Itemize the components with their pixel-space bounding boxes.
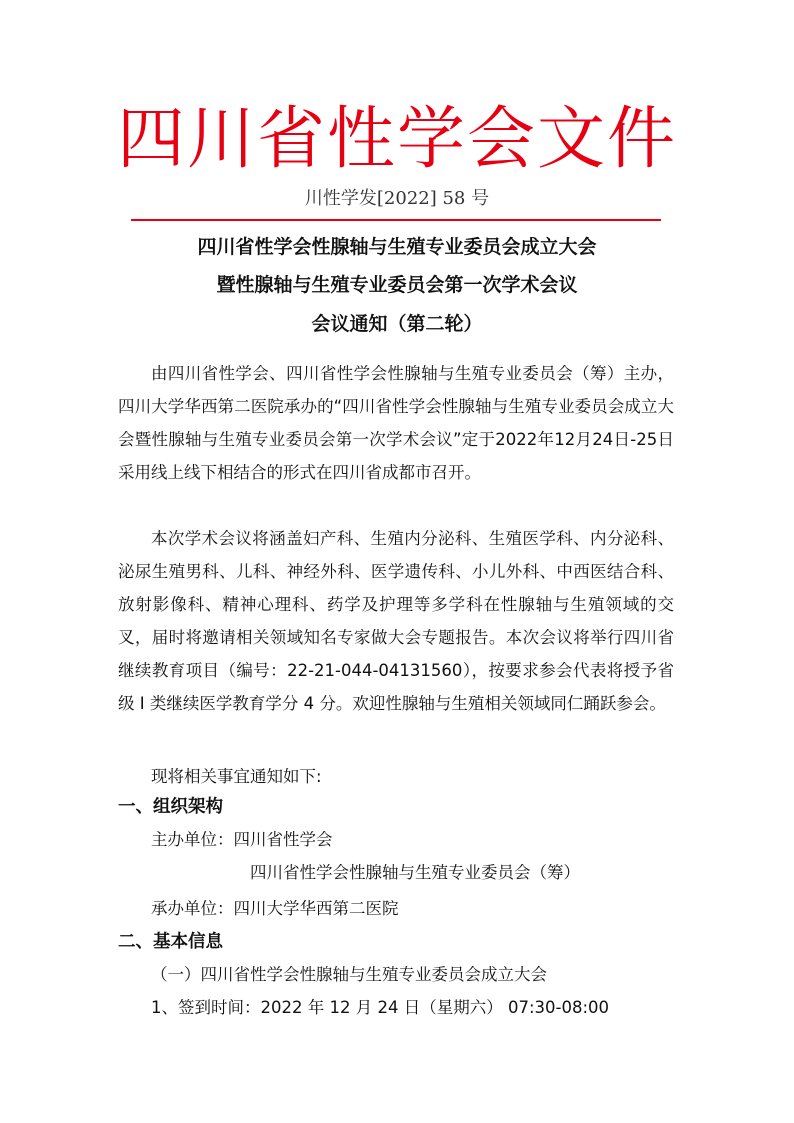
notice-title-line-1: 四川省性学会性腺轴与生殖专业委员会成立大会 [197, 236, 597, 258]
subsection-founding-meeting: （一）四川省性学会性腺轴与生殖专业委员会成立大会 [151, 965, 547, 984]
host-unit-line-1: 主办单位：四川省性学会 [151, 830, 333, 849]
document-number: 川性学发[2022] 58 号 [304, 188, 490, 209]
host-unit-line-2: 四川省性学会性腺轴与生殖专业委员会（筹） [250, 863, 580, 882]
red-divider-line [131, 219, 661, 221]
notice-title-line-3: 会议通知（第二轮） [311, 313, 483, 335]
section-heading-organization: 一、组织架构 [118, 797, 223, 817]
notice-title-line-2: 暨性腺轴与生殖专业委员会第一次学术会议 [216, 274, 578, 296]
checkin-time-line: 1、签到时间：2022 年 12 月 24 日（星期六） 07:30-08:00 [151, 998, 610, 1017]
body-paragraph-scope: 本次学术会议将涵盖妇产科、生殖内分泌科、生殖医学科、内分泌科、泌尿生殖男科、儿科、神经外科、医学遗传科、小儿外科、中西医结合科、放射影像科、精神心理科、药学及护理等多学科在性腺轴与生殖领域的交叉，届时将邀请相关领域知名专家做大会专题报告。本次会议将举行四川省继续教育项目（编号：22-21-044-04131560），按要求参会代表将授予省级 I 类继续医学教育学分 4 分。欢迎性腺轴与生殖相关领域同仁踊跃参会。 [118, 529, 674, 713]
body-paragraph-intro: 由四川省性学会、四川省性学会性腺轴与生殖专业委员会（筹）主办，四川大学华西第二医院承办的“四川省性学会性腺轴与生殖专业委员会成立大会暨性腺轴与生殖专业委员会第一次学术会议”定于2022年12月24日-25日采用线上线下相结合的形式在四川省成都市召开。 [118, 364, 674, 482]
organizer-unit-line: 承办单位：四川大学华西第二医院 [151, 899, 399, 918]
section-heading-basic-info: 二、基本信息 [118, 932, 223, 952]
document-header-title: 四川省性学会文件 [116, 100, 677, 179]
body-paragraph-notice: 现将相关事宜通知如下: [151, 767, 322, 786]
